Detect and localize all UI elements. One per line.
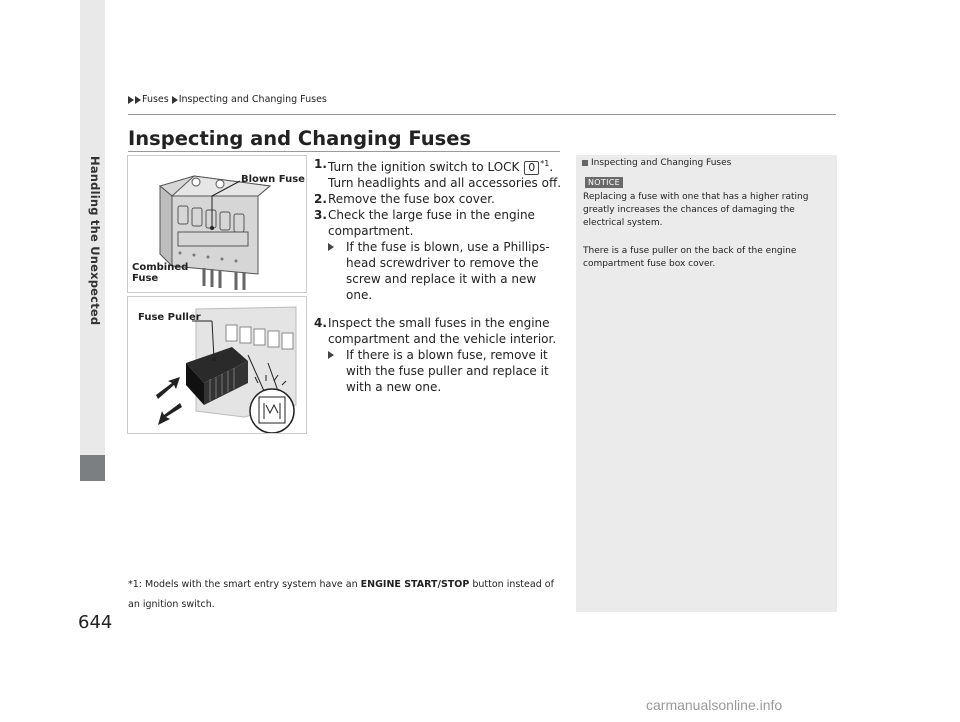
step-3 [314,207,562,239]
footnote-suffix: button instead of an ignition switch. [128,579,554,610]
chevron-right-icon [128,96,134,104]
chevron-right-icon [135,96,141,104]
step-4-substep [314,347,562,395]
arrow-right-icon [328,351,340,359]
page-number: 644 [78,612,113,633]
combined-fuse-label [132,262,188,284]
section-label: Handling the Unexpected [88,156,102,326]
procedure-steps [314,156,562,395]
step-4 [314,315,562,347]
watermark: carmanualsonline.info [646,697,783,713]
page-title: Inspecting and Changing Fuses [128,127,472,150]
step-2 [314,191,562,207]
breadcrumb-fuses[interactable]: Fuses [142,94,169,105]
note-heading-text: Inspecting and Changing Fuses [591,158,732,168]
fuse-puller-figure [127,296,307,434]
combined-fuse-label-line1: Combined [132,262,189,273]
step-2-number: 2. [314,192,327,206]
lock-key-icon: 0 [524,161,539,175]
breadcrumb [128,94,330,105]
footnote [128,575,568,615]
square-bullet-icon [582,160,588,166]
arrow-right-icon [328,243,340,251]
chevron-right-icon [172,96,178,104]
step-3-substep-text: If the fuse is blown, use a Phillips-head screwdriver to remove the screw and replace it with a new one. [346,240,550,302]
combined-fuse-label-line2: Fuse [132,273,159,284]
fuse-box-figure [127,155,307,293]
step-1-number: 1. [314,157,327,171]
step-3-number: 3. [314,208,327,222]
step-3-substep [314,239,562,303]
step-1 [314,156,562,191]
step-4-text: Inspect the small fuses in the engine compartment and the vehicle interior. [328,316,557,346]
fuse-puller-label: Fuse Puller [138,312,201,323]
step-2-text: Remove the fuse box cover. [328,192,495,206]
header-rule [128,114,836,115]
footnote-ref[interactable]: *1 [540,159,550,168]
note-paragraph-2: There is a fuse puller on the back of the engine compartment fuse box cover. [583,246,797,269]
notice-badge: NOTICE [585,177,623,188]
footnote-bold: ENGINE START/STOP [360,579,470,590]
step-3-text: Check the large fuse in the engine compartment. [328,208,535,238]
blown-fuse-label: Blown Fuse [241,174,305,185]
note-heading [582,158,731,168]
step-1-text-a: Turn the ignition switch to LOCK [328,160,524,174]
note-paragraph-1: Replacing a fuse with one that has a higher rating greatly increases the chances of damaging the electrical system. [583,192,809,228]
footnote-prefix: *1: Models with the smart entry system have an [128,579,361,590]
breadcrumb-current: Inspecting and Changing Fuses [178,94,327,105]
step-4-substep-text: If there is a blown fuse, remove it with the fuse puller and replace it with a new one. [346,348,549,394]
step-4-number: 4. [314,316,327,330]
side-tab [80,455,105,481]
title-rule [128,151,560,152]
step-1-text-b: . Turn headlights and all accessories off. [328,160,562,190]
